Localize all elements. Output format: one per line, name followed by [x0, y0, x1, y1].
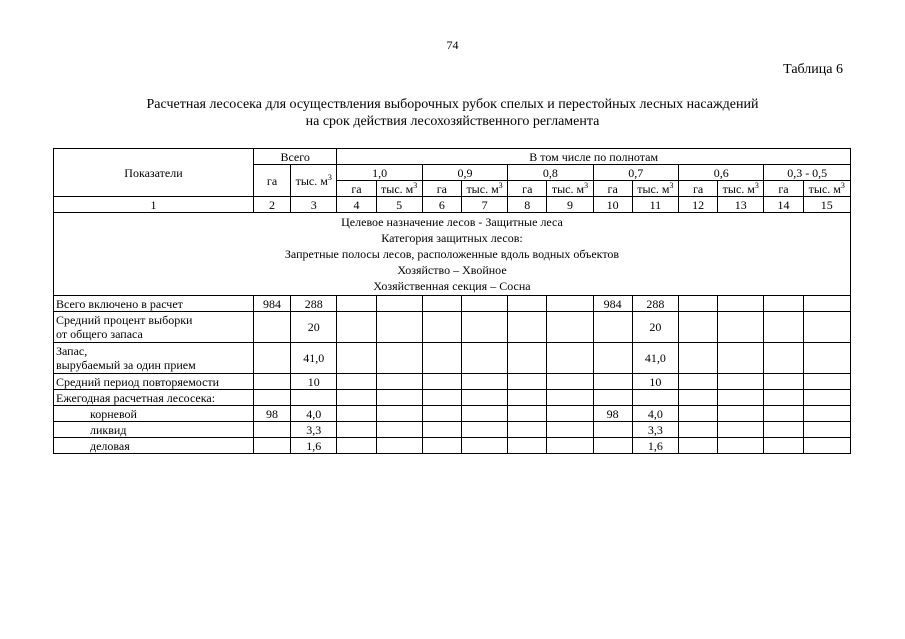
table-cell [337, 406, 376, 422]
header-row-1 [54, 149, 851, 165]
table-cell [376, 422, 422, 438]
table-cell: 3,3 [291, 422, 337, 438]
table-cell: 984 [593, 296, 632, 312]
header-density-0-8: 0,8 [508, 165, 593, 181]
table-cell [718, 296, 764, 312]
table-cell [253, 374, 290, 390]
header-unit-vol: тыс. $м^3$ [461, 181, 507, 197]
table-cell [764, 406, 803, 422]
table-cell [337, 343, 376, 374]
title-line-2: на срок действия лесохозяйственного регламента [305, 114, 600, 129]
table-cell [253, 390, 290, 406]
table-row [54, 296, 851, 312]
table-cell: 288 [291, 296, 337, 312]
document-title [0, 96, 905, 130]
header-density-0-9: 0,9 [422, 165, 507, 181]
table-cell [593, 374, 632, 390]
table-cell [678, 438, 717, 454]
table-cell [508, 438, 547, 454]
header-total-vol: тыс. $м^3$ [291, 165, 337, 197]
table-cell [508, 343, 547, 374]
table-cell [593, 343, 632, 374]
table-cell [376, 312, 422, 343]
table-cell [461, 406, 507, 422]
header-total-ha: га [253, 165, 290, 197]
table-cell: 10 [291, 374, 337, 390]
row-label: корневой [54, 406, 254, 422]
table-cell: 20 [632, 312, 678, 343]
column-number: 10 [593, 197, 632, 213]
column-number: 2 [253, 197, 290, 213]
table-cell: 41,0 [632, 343, 678, 374]
table-cell [547, 312, 593, 343]
table-cell [803, 406, 850, 422]
section-line-3: Запретные полосы лесов, расположенные вдоль водных объектов [284, 247, 620, 261]
row-label: ликвид [54, 422, 254, 438]
header-unit-ha: га [593, 181, 632, 197]
table-cell [547, 296, 593, 312]
table-cell: 1,6 [632, 438, 678, 454]
table-cell [764, 422, 803, 438]
table-cell: 98 [253, 406, 290, 422]
allowable-cut-table [53, 148, 851, 454]
table-cell [461, 422, 507, 438]
column-numbers-row [54, 197, 851, 213]
column-number: 8 [508, 197, 547, 213]
table-cell [337, 438, 376, 454]
column-number: 9 [547, 197, 593, 213]
table-cell [461, 312, 507, 343]
table-cell [461, 296, 507, 312]
row-label: Всего включено в расчет [54, 296, 254, 312]
table-cell [803, 374, 850, 390]
header-density-0-7: 0,7 [593, 165, 678, 181]
row-label: Ежегодная расчетная лесосека: [54, 390, 254, 406]
table-cell [253, 438, 290, 454]
section-line-2: Категория защитных лесов: [381, 231, 523, 245]
row-label: Средний период повторяемости [54, 374, 254, 390]
column-number: 7 [461, 197, 507, 213]
table-cell [593, 390, 632, 406]
table-cell [376, 406, 422, 422]
column-number: 5 [376, 197, 422, 213]
table-cell [422, 296, 461, 312]
column-number: 1 [54, 197, 254, 213]
table-cell [461, 438, 507, 454]
table-cell [718, 343, 764, 374]
table-cell [291, 390, 337, 406]
header-density-1-0: 1,0 [337, 165, 422, 181]
table-cell: 20 [291, 312, 337, 343]
header-unit-ha: га [764, 181, 803, 197]
column-number: 4 [337, 197, 376, 213]
table-cell [461, 374, 507, 390]
table-cell [764, 343, 803, 374]
table-cell [376, 296, 422, 312]
section-description [54, 213, 851, 296]
table-row [54, 374, 851, 390]
table-cell [547, 390, 593, 406]
header-unit-ha: га [508, 181, 547, 197]
table-cell [678, 343, 717, 374]
table-cell [253, 343, 290, 374]
section-line-4: Хозяйство – Хвойное [397, 263, 507, 277]
table-cell [547, 422, 593, 438]
section-line-5: Хозяйственная секция – Сосна [373, 279, 531, 293]
column-number: 15 [803, 197, 850, 213]
table-cell [803, 312, 850, 343]
table-cell [422, 374, 461, 390]
table-cell [422, 390, 461, 406]
table-cell: 1,6 [291, 438, 337, 454]
header-indicators: Показатели [54, 149, 254, 197]
table-cell [461, 343, 507, 374]
table-cell [678, 406, 717, 422]
table-cell [461, 390, 507, 406]
table-cell [764, 312, 803, 343]
header-total: Всего [253, 149, 336, 165]
table-cell [337, 296, 376, 312]
table-cell: 98 [593, 406, 632, 422]
table-cell [764, 296, 803, 312]
table-label: Таблица 6 [783, 62, 843, 77]
table-cell [337, 390, 376, 406]
table-cell [678, 374, 717, 390]
table-cell: 288 [632, 296, 678, 312]
table-cell [337, 312, 376, 343]
row-label: Запас, вырубаемый за один прием [54, 343, 254, 374]
header-unit-vol: тыс. $м^3$ [718, 181, 764, 197]
header-unit-vol: тыс. $м^3$ [547, 181, 593, 197]
table-cell [718, 406, 764, 422]
table-cell [718, 374, 764, 390]
table-cell [508, 296, 547, 312]
table-cell [593, 438, 632, 454]
header-unit-ha: га [422, 181, 461, 197]
table-cell [803, 438, 850, 454]
header-unit-vol: тыс. $м^3$ [803, 181, 850, 197]
table-cell [632, 390, 678, 406]
column-number: 13 [718, 197, 764, 213]
table-cell [593, 312, 632, 343]
header-by-density: В том числе по полнотам [337, 149, 851, 165]
row-label: деловая [54, 438, 254, 454]
column-number: 12 [678, 197, 717, 213]
table-cell [718, 390, 764, 406]
table-cell [718, 422, 764, 438]
table-cell [376, 343, 422, 374]
table-cell [422, 312, 461, 343]
table-cell [508, 312, 547, 343]
table-cell [764, 438, 803, 454]
table-cell [337, 374, 376, 390]
table-row [54, 312, 851, 343]
header-density-0-6: 0,6 [678, 165, 763, 181]
table-cell [678, 390, 717, 406]
row-label: Средний процент выборки от общего запаса [54, 312, 254, 343]
header-unit-vol: тыс. $м^3$ [376, 181, 422, 197]
table-cell [376, 438, 422, 454]
column-number: 11 [632, 197, 678, 213]
table-cell: 3,3 [632, 422, 678, 438]
table-cell [718, 438, 764, 454]
table-cell [422, 406, 461, 422]
table-cell [253, 312, 290, 343]
table-row [54, 343, 851, 374]
table-cell [803, 343, 850, 374]
table-cell [593, 422, 632, 438]
header-unit-ha: га [678, 181, 717, 197]
table-cell: 4,0 [632, 406, 678, 422]
table-cell: 41,0 [291, 343, 337, 374]
table-cell [678, 422, 717, 438]
table-cell [547, 343, 593, 374]
table-cell [337, 422, 376, 438]
table-cell: 4,0 [291, 406, 337, 422]
table-cell [547, 374, 593, 390]
header-unit-vol: тыс. $м^3$ [632, 181, 678, 197]
table-cell [678, 296, 717, 312]
table-cell [422, 343, 461, 374]
table-cell [718, 312, 764, 343]
table-cell [508, 374, 547, 390]
table-cell: 984 [253, 296, 290, 312]
table-row [54, 422, 851, 438]
table-cell [803, 296, 850, 312]
table-cell [376, 390, 422, 406]
table-cell [803, 390, 850, 406]
table-row [54, 438, 851, 454]
table-cell [678, 312, 717, 343]
table-cell [508, 406, 547, 422]
header-density-0-3-0-5: 0,3 - 0,5 [764, 165, 851, 181]
section-line-1: Целевое назначение лесов - Защитные леса [341, 215, 563, 229]
table-row [54, 406, 851, 422]
table-cell [764, 390, 803, 406]
table-cell [764, 374, 803, 390]
table-cell [422, 422, 461, 438]
header-unit-ha: га [337, 181, 376, 197]
table-cell [547, 406, 593, 422]
page-number: 74 [446, 38, 459, 52]
section-header-row [54, 213, 851, 296]
table-cell [422, 438, 461, 454]
table-cell [253, 422, 290, 438]
table-cell [376, 374, 422, 390]
table-cell [803, 422, 850, 438]
table-row [54, 390, 851, 406]
title-line-1: Расчетная лесосека для осуществления выборочных рубок спелых и перестойных лесных насаждений [146, 97, 759, 112]
table-cell [508, 390, 547, 406]
table-cell [547, 438, 593, 454]
column-number: 14 [764, 197, 803, 213]
table-cell: 10 [632, 374, 678, 390]
column-number: 6 [422, 197, 461, 213]
column-number: 3 [291, 197, 337, 213]
table-cell [508, 422, 547, 438]
